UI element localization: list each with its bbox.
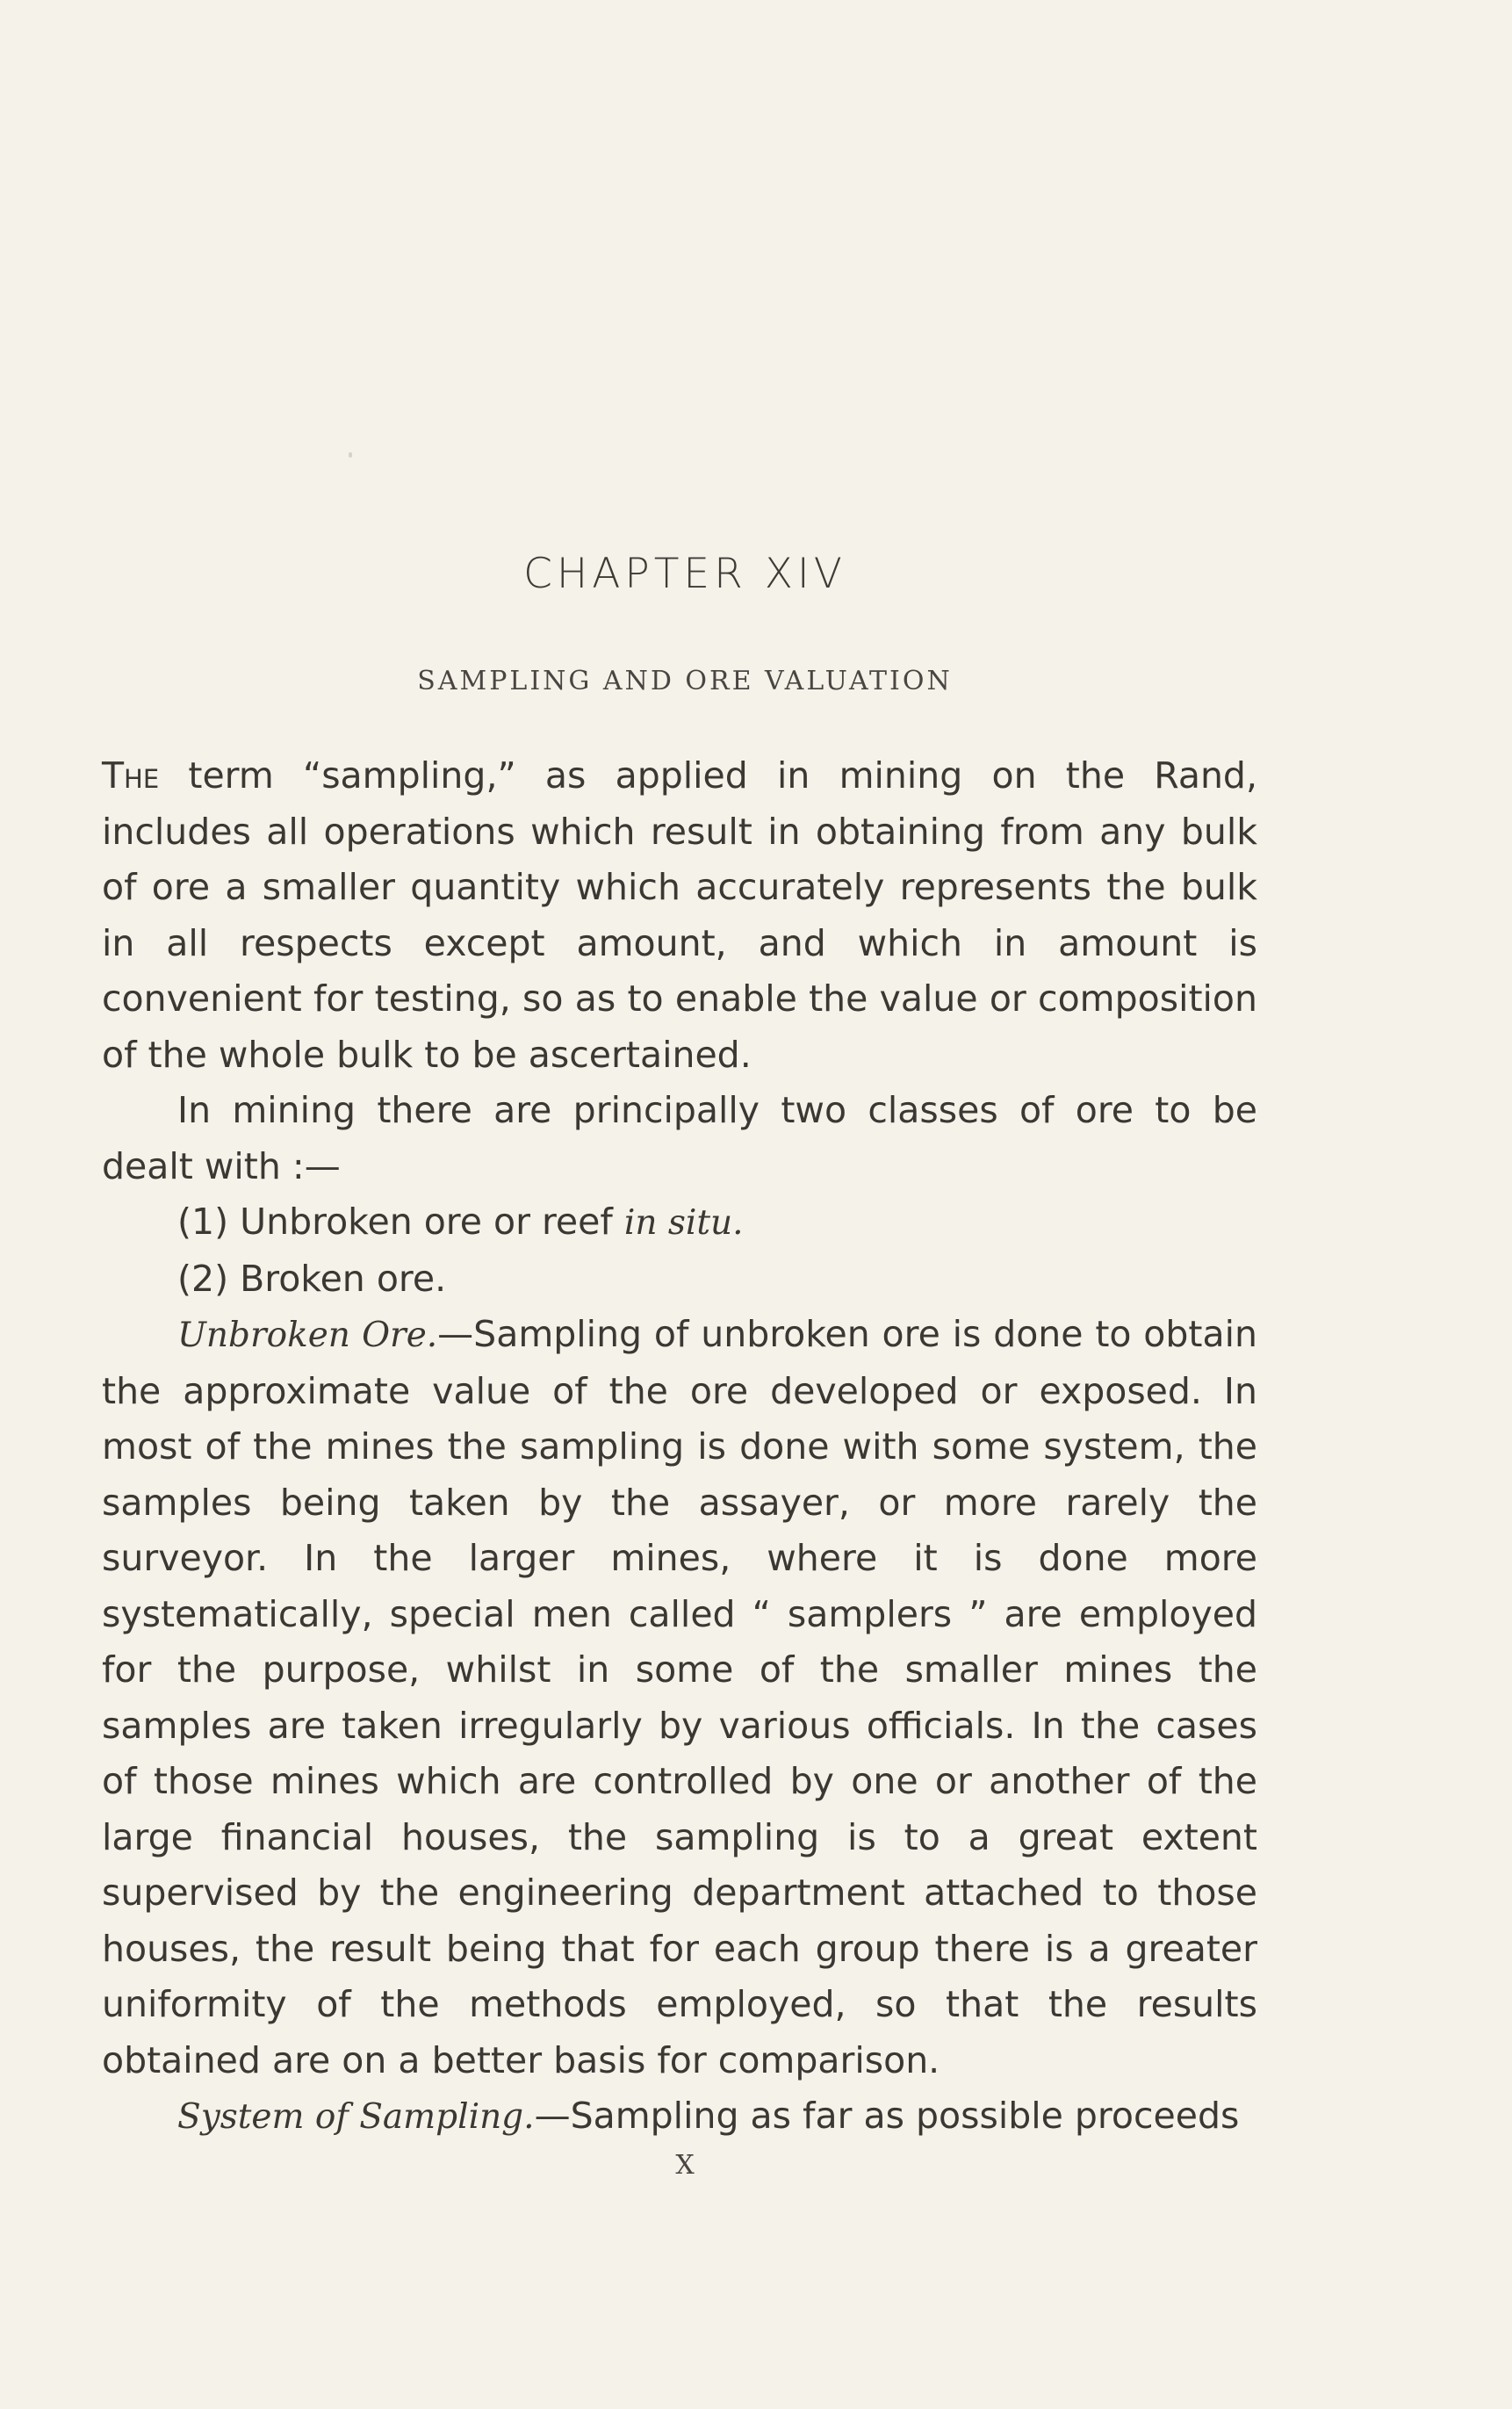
paragraph-heading: System of Sampling. bbox=[177, 2097, 535, 2137]
section-title: SAMPLING AND ORE VALUATION bbox=[417, 666, 953, 696]
list-text: Unbroken ore or reef bbox=[240, 1201, 613, 1243]
paragraph-system-of-sampling bbox=[102, 2088, 1257, 2146]
list-number: (1) bbox=[177, 1201, 229, 1243]
paragraph-text: —Sampling of unbroken ore is done to obtain the approximate value of the ore developed or exposed. In most of the mines the sampling is done with some system, the samples being taken by the assayer, or more rarely the surveyor. In the larger mines, where it is done more systematically, special men called “ samplers ” are employed for the purpose, whilst in some of the smaller mines the samples are taken irregularly by various officials. In the cases of those mines which are controlled by one or another of the large financial houses, the sampling is to a great extent supervised by the engineering department attached to those houses, the result being that for each group there is a greater uniformity of the methods employed, so that the results obtained are on a better basis for comparison. bbox=[102, 1313, 1257, 2081]
body-text bbox=[102, 748, 1257, 2146]
list-italic-text: in situ. bbox=[623, 1203, 744, 1243]
signature-mark: X bbox=[675, 2150, 695, 2181]
paragraph-intro-text: term “sampling,” as applied in mining on the Rand, includes all operations which result in obtaining from any bulk of ore a smaller quantity which accurately represents the bulk in all respects except amount, and which in amount is convenient for testing, so as to enable the value or composition of the whole bulk to be ascertained. bbox=[102, 754, 1257, 1076]
list-number: (2) bbox=[177, 1257, 229, 1300]
paragraph-unbroken-ore bbox=[102, 1307, 1257, 2088]
paragraph-lead-word: The bbox=[102, 754, 160, 797]
chapter-title: CHAPTER XIV bbox=[523, 550, 846, 598]
paragraph-classes: In mining there are principally two classes of ore to be dealt with :— bbox=[102, 1089, 1257, 1187]
paragraph-text: —Sampling as far as possible proceeds bbox=[534, 2095, 1240, 2137]
paragraph-heading: Unbroken Ore. bbox=[177, 1316, 438, 1355]
list-item-unbroken bbox=[102, 1194, 1257, 1251]
paper-speck bbox=[349, 452, 352, 458]
list-item-broken bbox=[102, 1251, 1257, 1308]
paragraph-intro bbox=[102, 748, 1257, 1083]
list-text: Broken ore. bbox=[240, 1257, 447, 1300]
